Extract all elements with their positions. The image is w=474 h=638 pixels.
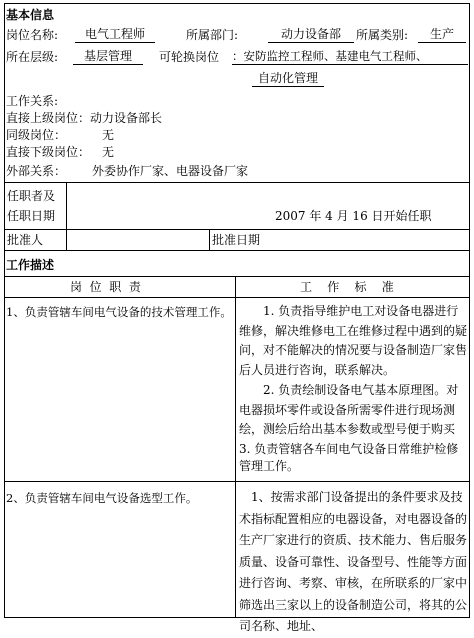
- level-label: 所在层级:: [6, 50, 59, 64]
- duty-row-1: 1、负责管辖车间电气设备的技术管理工作。: [6, 305, 232, 319]
- duty-row-2: 2、负责管辖车间电气设备选型工作。: [6, 491, 198, 505]
- rule-after-appointment: [4, 229, 470, 230]
- holder-label-line-2: 任职日期: [7, 209, 56, 223]
- standard-row-1-item-3: 3. 负责管辖各车间电气设备日常维护检修管理工作。: [239, 442, 459, 473]
- rule-after-column-header: [4, 297, 470, 298]
- rule-column-divider: [235, 276, 236, 618]
- direct-superior: 直接上级岗位：动力设备部长: [6, 111, 163, 125]
- column-header-standard: 工 作 标 准: [300, 280, 394, 294]
- category-value: 生产: [418, 27, 466, 43]
- rotation-value-line-1: ：安防监控工程师、基建电气工程师、: [232, 49, 468, 65]
- rule-approver-divider: [209, 229, 210, 250]
- peer-value: 无: [102, 128, 115, 142]
- external-relations-value: 外委协作厂家、电器设备厂家: [92, 164, 249, 178]
- rule-right: [469, 3, 470, 618]
- standard-row-1-item-1: 1. 负责指导维护电工对设备电器进行维修，解决维修电工在维修过程中遇到的疑问，对不能解决的情况要与设备制造厂家售后人员进行咨询，联系解决。: [239, 304, 468, 377]
- appointment-start-date: 2007 年 4 月 16 日开始任职: [275, 209, 432, 223]
- standard-row-2-item-1: 1、按需求部门设备提出的条件要求及技术指标配置相应的电器设备，对电器设备的生产厂家进行的资质、技术能力、售后服务质量、设备可靠性、设备型号、性能等方面进行咨询、考察、审核，在所联系的厂家中筛选出三家以上的设备制造公司，将其的公司名称、地址、: [239, 490, 468, 633]
- external-relations-label: 外部关系：: [6, 164, 67, 178]
- approval-date-label: 批准日期: [212, 233, 261, 247]
- department-label: 所属部门:: [186, 28, 239, 42]
- department-value: 动力设备部: [268, 27, 354, 43]
- rule-top: [4, 3, 470, 4]
- direct-subordinate-value: 无: [102, 145, 115, 159]
- approver-label: 批准人: [7, 233, 44, 247]
- rule-after-approval: [4, 250, 470, 251]
- column-header-duty: 岗 位 职 责: [70, 280, 141, 294]
- rotation-label: 可轮换岗位: [159, 50, 220, 64]
- rule-holder-divider: [66, 182, 67, 250]
- direct-subordinate-label: 直接下级岗位：: [6, 145, 91, 159]
- rule-after-row-1: [4, 481, 470, 482]
- rule-after-work-heading: [4, 276, 470, 277]
- position-label: 岗位名称:: [6, 28, 59, 42]
- rule-bottom: [4, 617, 470, 618]
- holder-label-line-1: 任职者及: [7, 189, 56, 203]
- standard-row-1-item-2: 2. 负责绘制设备电气基本原理图。对电器损坏零件或设备所需零件进行现场测绘，测绘后给出基本参数或型号便于购买: [239, 383, 459, 436]
- rule-left: [4, 3, 5, 618]
- basic-info-heading: 基本信息: [6, 8, 55, 22]
- category-label: 所属类别:: [356, 28, 409, 42]
- relations-label: 工作关系:: [6, 94, 59, 108]
- peer-label: 同级岗位：: [6, 128, 67, 142]
- rotation-value-line-2: 自动化管理: [252, 71, 324, 87]
- work-description-heading: 工作描述: [6, 258, 55, 272]
- level-value: 基层管理: [73, 49, 143, 65]
- position-value: 电气工程师: [75, 27, 155, 43]
- rule-after-basic: [4, 182, 470, 183]
